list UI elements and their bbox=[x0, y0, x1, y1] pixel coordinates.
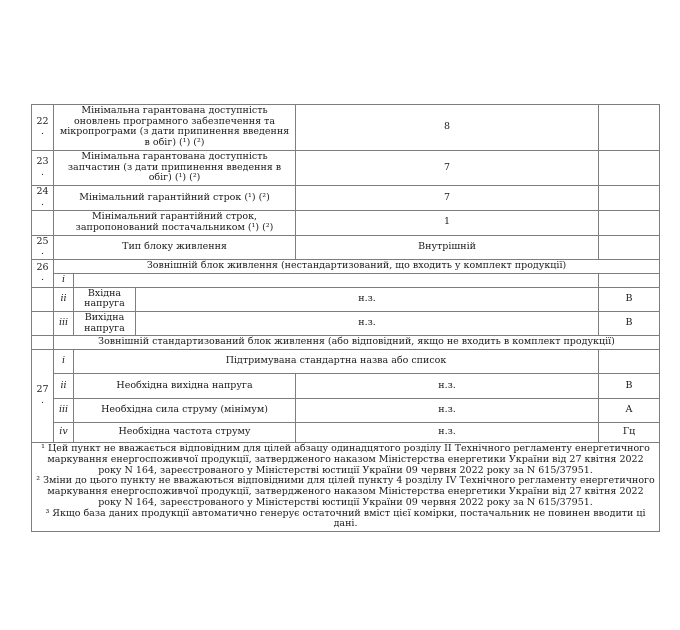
row-label: Мінімальний гарантійний строк, запропонований постачальником (¹) (²) bbox=[54, 210, 296, 235]
subrow-label: Необхідна сила струму (мінімум) bbox=[74, 399, 296, 423]
row-number: 22. bbox=[32, 105, 54, 151]
group27-header: Зовнішній стандартизований блок живлення (або відповідний, якщо не входить в комплект продукції) bbox=[54, 336, 660, 350]
row-unit bbox=[599, 186, 660, 210]
subrow-label: Необхідна вихідна напруга bbox=[74, 374, 296, 399]
row-label: Мінімальна гарантована доступність оновлень програмного забезпечення та мікропрограми (з дати припинення введення в обіг) (¹) (²) bbox=[54, 105, 296, 151]
row-number bbox=[32, 336, 54, 350]
row-unit bbox=[599, 105, 660, 151]
subrow-unit: А bbox=[599, 399, 660, 423]
table-row-23 bbox=[32, 150, 660, 185]
table-row-27-ii bbox=[32, 374, 660, 399]
row-value: Внутрішній bbox=[296, 235, 599, 259]
row-unit bbox=[599, 210, 660, 235]
row-number: 23. bbox=[32, 150, 54, 185]
subrow-label: Вихідна напруга bbox=[74, 312, 136, 336]
table-row-22 bbox=[32, 105, 660, 151]
subrow-letter: iii bbox=[54, 399, 74, 423]
subrow-letter: iii bbox=[54, 312, 74, 336]
subrow-label: Підтримувана стандартна назва або список bbox=[74, 350, 599, 374]
subrow-value: н.з. bbox=[136, 287, 599, 311]
row-value: 8 bbox=[296, 105, 599, 151]
subrow-letter: iv bbox=[54, 423, 74, 443]
subrow-unit bbox=[599, 350, 660, 374]
subrow-letter: i bbox=[54, 273, 74, 287]
subrow-value: н.з. bbox=[296, 374, 599, 399]
table-row-supplier-warranty bbox=[32, 210, 660, 235]
subrow-letter: ii bbox=[54, 287, 74, 311]
table-row-27-header bbox=[32, 336, 660, 350]
subrow-letter: ii bbox=[54, 374, 74, 399]
footnotes-cell bbox=[32, 443, 660, 532]
footnote-1: ¹ Цей пункт не вважається відповідним для цілей абзацу одинадцятого розділу II Технічного регламенту енергетичного маркування енергоспоживчої продукції, затвердженого наказом Міністерства енергетики України від 27 квітня 2022 року N 164, зареєстрованого у Міністерстві юстиції України 09 червня 2022 року за N 615/37951. bbox=[41, 443, 650, 476]
subrow-value: н.з. bbox=[296, 423, 599, 443]
footnote-2: ² Зміни до цього пункту не вважаються відповідними для цілей пункту 4 розділу IV Технічного регламенту енергетичного маркування енергоспоживчої продукції, затвердженого наказом Міністерства енергетики України від 27 квітня 2022 року N 164, зареєстрованого у Міністерстві юстиції України 09 червня 2022 року за N 615/37951. bbox=[36, 475, 655, 508]
subrow-unit: В bbox=[599, 374, 660, 399]
table-row-26-ii bbox=[32, 287, 660, 311]
row-number bbox=[32, 210, 54, 235]
table-row-footnotes bbox=[32, 443, 660, 532]
subrow-value: н.з. bbox=[296, 399, 599, 423]
table-row-26-iii bbox=[32, 312, 660, 336]
row-unit bbox=[599, 150, 660, 185]
row-value: 7 bbox=[296, 186, 599, 210]
table-row-24 bbox=[32, 186, 660, 210]
row-number bbox=[32, 312, 54, 336]
subrow-value bbox=[74, 273, 599, 287]
row-value: 1 bbox=[296, 210, 599, 235]
table-row-26-header bbox=[32, 260, 660, 274]
table-row-27-iv bbox=[32, 423, 660, 443]
row-value: 7 bbox=[296, 150, 599, 185]
subrow-unit: В bbox=[599, 287, 660, 311]
product-spec-table bbox=[31, 104, 660, 532]
table-row-25 bbox=[32, 235, 660, 259]
row-number: 26. bbox=[32, 260, 54, 287]
subrow-unit: Гц bbox=[599, 423, 660, 443]
subrow-unit bbox=[599, 273, 660, 287]
row-label: Мінімальний гарантійний строк (¹) (²) bbox=[54, 186, 296, 210]
footnote-3: ³ Якщо база даних продукції автоматично генерує остаточний вміст цієї комірки, постачальник не повинен вводити ці дані. bbox=[45, 507, 646, 530]
group26-header: Зовнішній блок живлення (нестандартизований, що входить у комплект продукції) bbox=[54, 260, 660, 274]
row-number: 27. bbox=[32, 350, 54, 443]
table-row-27-iii bbox=[32, 399, 660, 423]
subrow-letter: i bbox=[54, 350, 74, 374]
row-label: Тип блоку живлення bbox=[54, 235, 296, 259]
subrow-label: Необхідна частота струму bbox=[74, 423, 296, 443]
table-row-26-i bbox=[32, 273, 660, 287]
row-number: 25. bbox=[32, 235, 54, 259]
subrow-label: Вхідна напруга bbox=[74, 287, 136, 311]
row-number: 24. bbox=[32, 186, 54, 210]
row-label: Мінімальна гарантована доступність запчастин (з дати припинення введення в обіг) (¹) (²) bbox=[54, 150, 296, 185]
subrow-value: н.з. bbox=[136, 312, 599, 336]
row-unit bbox=[599, 235, 660, 259]
table-row-27-i bbox=[32, 350, 660, 374]
row-number bbox=[32, 287, 54, 311]
subrow-unit: В bbox=[599, 312, 660, 336]
